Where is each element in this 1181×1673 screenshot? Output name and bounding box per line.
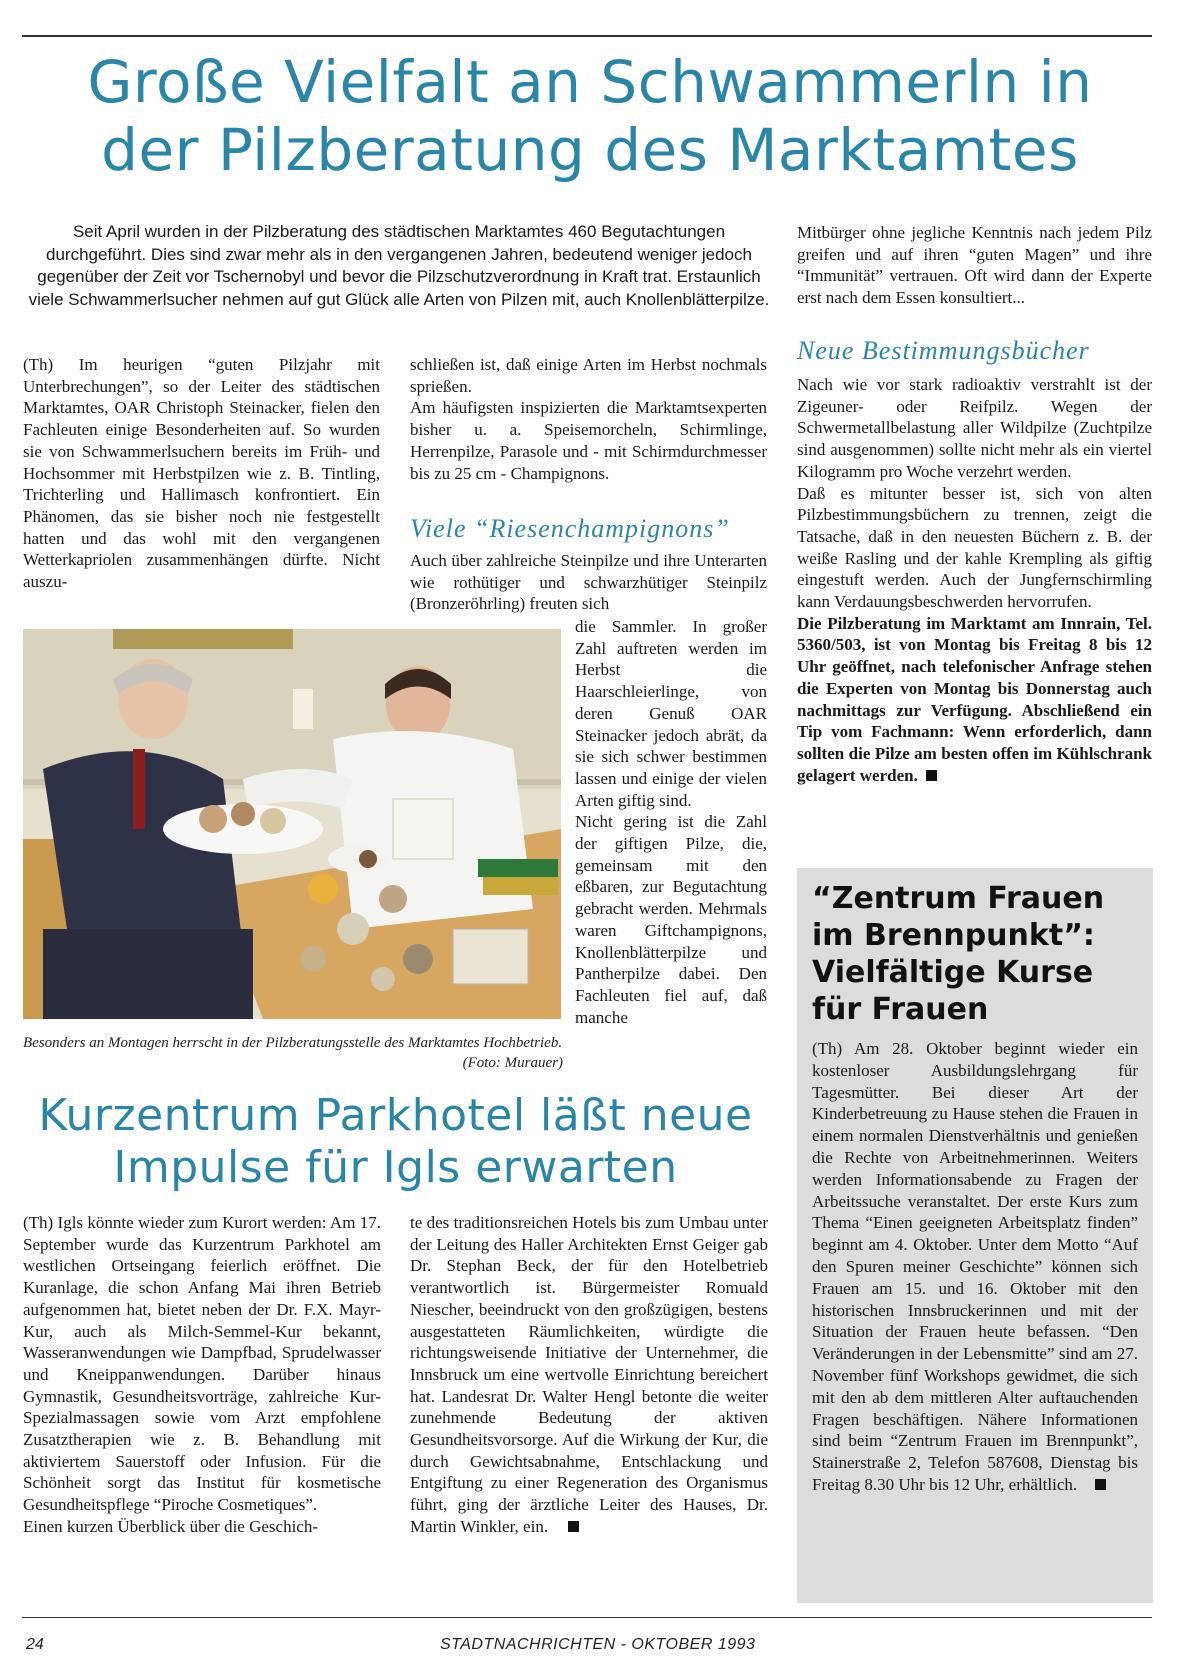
article2-col1	[23, 1212, 381, 1538]
bottom-rule	[22, 1617, 1152, 1618]
article1-col2-p2: Am häufigsten inspizierten die Marktamtsexperten bisher u. a. Speisemorcheln, Schirmlinge, Herrenpilze, Parasole und - mit Schirmdurchmesser bis zu 25 cm - Champignons.	[410, 398, 767, 483]
article1-col3-p1: Mitbürger ohne jegliche Kenntnis nach jedem Pilz greifen und auf ihren “guten Magen” und ihre “Immunität” vertrauen. Oft wird dann der Experte erst nach dem Essen konsultiert...	[797, 223, 1152, 308]
article2-col2-text	[410, 1212, 768, 1538]
article1-col3-bold	[797, 613, 1152, 787]
article1-headline-line2: der Pilzberatung des Marktamtes	[101, 116, 1079, 184]
article1-col2-narrow	[575, 616, 767, 1028]
photo-illustration	[23, 629, 561, 1019]
article1-headline	[20, 48, 1160, 184]
article2-col2	[410, 1212, 768, 1538]
subhead-riesenchampignons: Viele “Riesenchampignons”	[410, 514, 730, 543]
frauen-box	[797, 868, 1153, 1603]
article2-headline-line1: Kurzentrum Parkhotel läßt neue	[38, 1090, 753, 1141]
article1-col2	[410, 354, 767, 484]
frauen-box-text	[812, 1038, 1138, 1496]
pilzberatung-photo	[23, 629, 561, 1019]
page-number: 24	[26, 1636, 44, 1653]
publication-footer: STADTNACHRICHTEN - OKTOBER 1993	[440, 1636, 756, 1653]
article1-col3-body	[797, 374, 1152, 786]
article1-col2-p3	[410, 550, 767, 615]
article1-col3-bold-text: Die Pilzberatung im Marktamt am Innrain, Tel. 5360/503, ist von Montag bis Freitag 8 bis 12 Uhr geöffnet, nach telefonischer Anfrage stehen die Experten von Montag bis Donnerstag auch nachmittags zur Verfügung. Abschließend ein Tip vom Fachmann: Wenn erforderlich, dann sollten die Pilze am besten offen im Kühlschrank gelagert werden.	[797, 613, 1152, 785]
photo-caption-text: Besonders an Montagen herrscht in der Pilzberatungsstelle des Marktamtes Hochbetrieb.	[23, 1035, 563, 1051]
article2-headline-line2: Impulse für Igls erwarten	[113, 1142, 678, 1193]
end-mark-icon	[926, 770, 937, 781]
article2-headline	[23, 1090, 768, 1194]
photo-caption	[23, 1033, 563, 1073]
article1-col2-narrow-p2: Nicht gering ist die Zahl der giftigen Pilze, die, gemeinsam mit den eßbaren, zur Begutachtung gebracht werden. Mehrmals waren Giftchampignons, Knollenblätterpilze und Pantherpilze dabei. Den Fachleuten fiel auf, daß manche	[575, 812, 767, 1027]
end-mark-icon	[568, 1521, 579, 1532]
frauen-box-title: “Zentrum Frauen im Brennpunkt”: Vielfältige Kurse für Frauen	[812, 881, 1105, 1027]
article1-col3-p3: Daß es mitunter besser ist, sich von alten Pilzbestimmungsbüchern zu trennen, zeigt die Tatsache, daß in den neuesten Büchern z. B. der weiße Rasling und der kahle Krempling als giftig eingestuft werden. Auch der Jungfernschirmling kann Verdauungsbeschwerden hervorrufen.	[797, 483, 1152, 612]
article1-col1	[23, 354, 380, 593]
article1-col1-text: (Th) Im heurigen “guten Pilzjahr mit Unterbrechungen”, so der Leiter des städtischen Marktamtes, OAR Christoph Steinacker, fielen den Fachleuten einige Besonderheiten auf. So wurden sie von Schwammerlsuchern bereits im Früh- und Hochsommer mit Herbstpilzen wie z. B. Tintling, Trichterling und Hallimasch konfrontiert. Ein Phänomen, das sie bisher noch nie festgestellt hatten und das wohl mit den vergangenen Wetterkapriolen zusammenhängen dürfte. Nicht auszu-	[23, 355, 380, 592]
subhead-bestimmungsbuecher: Neue Bestimmungsbücher	[797, 336, 1090, 365]
top-rule	[22, 35, 1152, 37]
end-mark-icon	[1095, 1479, 1106, 1490]
article1-col2-p1: schließen ist, daß einige Arten im Herbst nochmals sprießen.	[410, 355, 767, 396]
frauen-box-body: (Th) Am 28. Oktober beginnt wieder ein kostenloser Ausbildungslehrgang für Tagesmütter. Bei dieser Art der Kinderbetreuung zu Hause stehen die Frauen in einem normalen Dienstverhältnis und genießen die Rechte von Arbeitnehmerinnen. Weiters werden Informationsabende zu Fragen der Arbeitssuche veranstaltet. Der erste Kurs zum Thema “Einen geeigneten Arbeitsplatz finden” beginnt am 4. Oktober. Unter dem Motto “Auf den Spuren meiner Geschichte” können sich Frauen am 15. und 16. Oktober mit den historischen Innsbruckerinnen und mit der Situation der Frauen heute befassen. “Den Veränderungen in der Lebensmitte” sind am 27. November fünf Workshops gewidmet, die sich mit den ab dem mittleren Alter auftauchenden Fragen beschäftigen. Nähere Informationen sind beim “Zentrum Frauen im Brennpunkt”, Stainerstraße 2, Telefon 587608, Dienstag bis Freitag 8.30 Uhr bis 12 Uhr, erhältlich.	[812, 1039, 1138, 1494]
article1-col3-p2: Nach wie vor stark radioaktiv verstrahlt ist der Zigeuner- oder Reifpilz. Wegen der Schwermetallbelastung aller Wildpilze (Zuchtpilze sind ausgenommen) sollte nicht mehr als ein viertel Kilogramm pro Woche verzehrt werden.	[797, 375, 1152, 481]
photo-credit: (Foto: Murauer)	[462, 1055, 563, 1071]
article2-col1-p1: (Th) Igls könnte wieder zum Kurort werden: Am 17. September wurde das Kurzentrum Parkhotel am westlichen Ortseingang feierlich eröffnet. Die Kuranlage, die schon Anfang Mai ihren Betrieb aufgenommen hat, bietet neben der Dr. F.X. Mayr-Kur, auch als Milch-Semmel-Kur bekannt, Wasseranwendungen wie Dampfbad, Sprudelwasser und Kneippanwendungen. Darüber hinaus Gymnastik, Gesundheitsvorträge, zahlreiche Kur-Spezialmassagen sowie vom Arzt empfohlene Zusatztherapien wie z. B. Behandlung mit aktiviertem Sauerstoff oder Infusion. Für die Schönheit sorgt das Institut für kosmetische Gesundheitspflege “Piroche Cosmetiques”.	[23, 1213, 381, 1515]
article1-lead: Seit April wurden in der Pilzberatung des städtischen Marktamtes 460 Begutachtungen durchgeführt. Dies sind zwar mehr als in den vergangenen Jahren, bedeutend weniger jedoch gegenüber der Zeit vor Tschernobyl und bevor die Pilzschutzverordnung in Kraft trat. Erstaunlich viele Schwammerlsucher nehmen auf gut Glück alle Arten von Pilzen mit, auch Knollenblätterpilze.	[28, 222, 770, 309]
article1-headline-line1: Große Vielfalt an Schwammerln in	[87, 48, 1093, 116]
article1-col3-top	[797, 222, 1152, 309]
article1-col2-narrow-p1: die Sammler. In großer Zahl auftreten werden im Herbst die Haarschleierlinge, von deren Genuß OAR Steinacker jedoch abrät, da sie sich schwer bestimmen lassen und einige der vielen Arten giftig sind.	[575, 617, 767, 810]
article2-col2-body: te des traditionsreichen Hotels bis zum Umbau unter der Leitung des Haller Architekten Ernst Geiger gab Dr. Stephan Beck, der für den Hotelbetrieb verantwortlich ist. Bürgermeister Romuald Niescher, beeindruckt von den großzügigen, bestens ausgestatteten Räumlichkeiten, würdigte die richtungsweisende Initiative der Unternehmer, die Innsbruck um eine wertvolle Einrichtung bereichert hat. Landesrat Dr. Walter Hengl betonte die weiter zunehmende Bedeutung der aktiven Gesundheitsvorsorge. Auf die Wirkung der Kur, die durch Gewichtsabnahme, Entschlackung und Entgiftung zu einer Regeneration des Organismus führt, ging der ärztliche Leiter des Hauses, Dr. Martin Winkler, ein.	[410, 1213, 768, 1536]
article2-col1-p2: Einen kurzen Überblick über die Geschich-	[23, 1516, 319, 1536]
article1-col2-p3-text: Auch über zahlreiche Steinpilze und ihre Unterarten wie rothütiger und schwarzhütiger Steinpilz (Bronzeröhrling) freuten sich	[410, 551, 767, 614]
